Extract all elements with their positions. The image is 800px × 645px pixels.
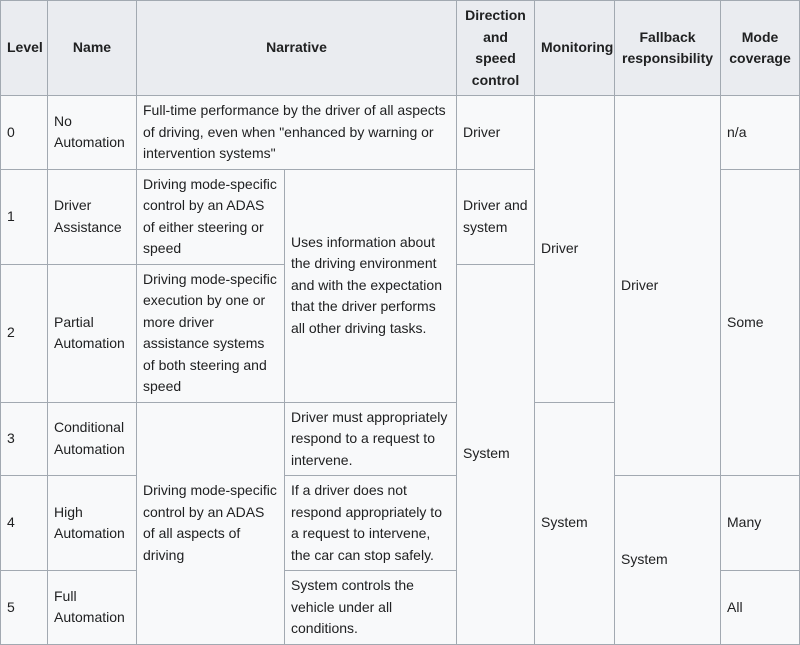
level-cell: 5	[1, 571, 48, 645]
monitoring-cell: Driver	[535, 96, 615, 403]
level-cell: 4	[1, 476, 48, 571]
direction-cell: Driver and system	[457, 169, 535, 264]
coverage-cell: Many	[721, 476, 800, 571]
level-cell: 2	[1, 264, 48, 402]
direction-cell: Driver	[457, 96, 535, 170]
coverage-cell: n/a	[721, 96, 800, 170]
narrative-cell: Driving mode-specific execution by one or more driver assistance systems of both steering and speed	[137, 264, 285, 402]
monitoring-cell: System	[535, 402, 615, 644]
name-cell: Full Automation	[48, 571, 137, 645]
header-fallback-responsibility: Fallback responsibility	[615, 1, 721, 96]
name-cell: Driver Assistance	[48, 169, 137, 264]
header-narrative: Narrative	[137, 1, 457, 96]
header-name: Name	[48, 1, 137, 96]
coverage-cell: Some	[721, 169, 800, 476]
header-row	[1, 1, 800, 96]
direction-cell: System	[457, 264, 535, 644]
header-mode-coverage: Mode coverage	[721, 1, 800, 96]
name-cell: No Automation	[48, 96, 137, 170]
fallback-cell: Driver	[615, 96, 721, 476]
table-row	[1, 96, 800, 170]
name-cell: Conditional Automation	[48, 402, 137, 476]
header-level: Level	[1, 1, 48, 96]
header-monitoring: Monitoring	[535, 1, 615, 96]
narrative-detail-cell: System controls the vehicle under all conditions.	[285, 571, 457, 645]
narrative-cell: Full-time performance by the driver of all aspects of driving, even when "enhanced by warning or intervention systems"	[137, 96, 457, 170]
narrative-detail-cell: If a driver does not respond appropriately to a request to intervene, the car can stop safely.	[285, 476, 457, 571]
narrative-cell: Driving mode-specific control by an ADAS of all aspects of driving	[137, 402, 285, 644]
name-cell: High Automation	[48, 476, 137, 571]
level-cell: 0	[1, 96, 48, 170]
coverage-cell: All	[721, 571, 800, 645]
level-cell: 3	[1, 402, 48, 476]
narrative-cell: Driving mode-specific control by an ADAS of either steering or speed	[137, 169, 285, 264]
table-row	[1, 476, 800, 571]
narrative-detail-cell: Uses information about the driving environment and with the expectation that the driver performs all other driving tasks.	[285, 169, 457, 402]
narrative-detail-cell: Driver must appropriately respond to a request to intervene.	[285, 402, 457, 476]
name-cell: Partial Automation	[48, 264, 137, 402]
header-direction-speed-control: Direction and speed control	[457, 1, 535, 96]
level-cell: 1	[1, 169, 48, 264]
fallback-cell: System	[615, 476, 721, 645]
